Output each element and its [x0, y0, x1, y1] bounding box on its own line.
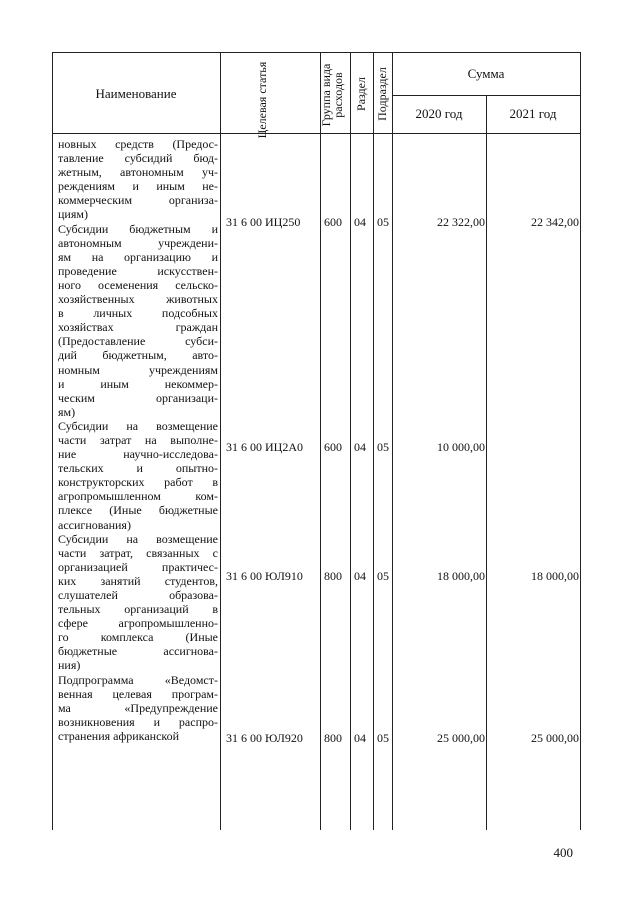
row-4-subsection: 05: [377, 731, 389, 745]
name-line: ма «Предупреждение: [58, 700, 218, 715]
name-line: Субсидии на возмещение: [58, 418, 218, 433]
row-1-target: 31 6 00 ИЦ250: [226, 215, 301, 229]
row-1-2020: 22 322,00: [437, 215, 485, 229]
name-line: номным учреждениям: [58, 362, 218, 377]
name-line: хозяйственных животных: [58, 292, 218, 307]
name-line: ного осеменения сельско-: [58, 277, 218, 292]
name-line: тельных организаций в: [58, 602, 218, 617]
col-border-4: [373, 52, 374, 830]
name-line: Субсидии бюджетным и: [58, 221, 218, 236]
row-4-2021: 25 000,00: [531, 731, 579, 745]
name-line: бюджетные ассигнова-: [58, 644, 218, 659]
name-line: сфере агропромышленно-: [58, 616, 218, 631]
header-bottom-border: [52, 133, 580, 134]
col-border-1: [220, 52, 221, 830]
header-section: [355, 54, 369, 134]
name-line: ассигнования): [58, 517, 131, 532]
row-2-target: 31 6 00 ИЦ2А0: [226, 440, 303, 454]
header-year-2020: 2020 год: [415, 106, 463, 121]
row-3-section: 04: [354, 569, 366, 583]
header-sum: Сумма: [467, 66, 505, 81]
name-line: части затрат на выполне-: [58, 432, 218, 447]
row-3-2020: 18 000,00: [437, 569, 485, 583]
row-3-2021: 18 000,00: [531, 569, 579, 583]
name-line: ям на организацию и: [58, 249, 218, 264]
col-border-3: [350, 52, 351, 830]
row-3-subsection: 05: [377, 569, 389, 583]
name-line: тельских и опытно-: [58, 461, 218, 476]
row-1-section: 04: [354, 215, 366, 229]
header-group: [320, 50, 350, 140]
name-line: агропромышленном ком-: [58, 489, 218, 504]
name-line: венная целевая програм-: [58, 686, 218, 701]
name-line: ние научно-исследова-: [58, 447, 218, 462]
name-line: части затрат, связанных с: [58, 545, 218, 560]
name-line: хозяйствах граждан: [58, 320, 218, 335]
name-line: в личных подсобных: [58, 306, 218, 321]
col-border-7: [580, 52, 581, 830]
name-line: ям): [58, 404, 76, 419]
header-section-text: Раздел: [354, 77, 368, 111]
header-year-2021: 2021 год: [509, 106, 557, 121]
name-line: Подпрограмма «Ведомст-: [58, 672, 218, 687]
name-line: коммерческим организа-: [58, 193, 218, 208]
name-line: дий бюджетным, авто-: [58, 348, 218, 363]
name-line: новных средств (Предос-: [58, 137, 218, 151]
name-line: ческим организаци-: [58, 390, 218, 405]
name-line: реждениям и иным не-: [58, 179, 218, 194]
col-border-2: [320, 52, 321, 830]
row-4-2020: 25 000,00: [437, 731, 485, 745]
header-subsection-text: Подраздел: [375, 67, 389, 121]
name-line: жетным, автономным уч-: [58, 165, 218, 180]
col-border-6: [486, 95, 487, 830]
row-2-2020: 10 000,00: [437, 440, 485, 454]
row-2-section: 04: [354, 440, 366, 454]
row-3-target: 31 6 00 ЮЛ910: [226, 569, 303, 583]
name-line: слушателей образова-: [58, 588, 218, 602]
header-group-text: Группа вида расходов: [319, 63, 345, 127]
name-line: конструкторских работ в: [58, 475, 218, 490]
name-line: ких занятий студентов,: [58, 573, 218, 588]
name-column-text: [58, 137, 218, 743]
name-line: и иным некоммер-: [58, 376, 218, 391]
name-line: возникновения и распро-: [58, 714, 218, 729]
row-2-subsection: 05: [377, 440, 389, 454]
name-line: тавление субсидий бюд-: [58, 151, 218, 166]
name-line: организацией практичес-: [58, 559, 218, 574]
table-top-border: [52, 52, 580, 53]
col-border-5: [392, 52, 393, 830]
header-subsection: [376, 54, 390, 134]
page-number: 400: [553, 845, 573, 860]
header-target: [256, 50, 284, 150]
row-1-subsection: 05: [377, 215, 389, 229]
row-4-group: 800: [324, 731, 342, 745]
name-line: автономным учреждени-: [58, 235, 218, 250]
name-line: го комплекса (Иные: [58, 630, 218, 645]
name-line: Субсидии на возмещение: [58, 531, 218, 546]
row-1-2021: 22 342,00: [531, 215, 579, 229]
name-line: проведение искусствен-: [58, 263, 218, 278]
header-name: Наименование: [95, 86, 177, 101]
row-1-group: 600: [324, 215, 342, 229]
col-border-0: [52, 52, 53, 830]
header-target-text: Целевая статья: [255, 61, 269, 139]
row-3-group: 800: [324, 569, 342, 583]
row-4-target: 31 6 00 ЮЛ920: [226, 731, 303, 745]
row-2-group: 600: [324, 440, 342, 454]
name-line: плексе (Иные бюджетные: [58, 503, 218, 518]
name-line: ния): [58, 658, 81, 673]
row-4-section: 04: [354, 731, 366, 745]
name-line: странения африканской: [58, 728, 180, 743]
name-line: (Предоставление субси-: [58, 334, 218, 349]
name-line: циям): [58, 207, 88, 222]
